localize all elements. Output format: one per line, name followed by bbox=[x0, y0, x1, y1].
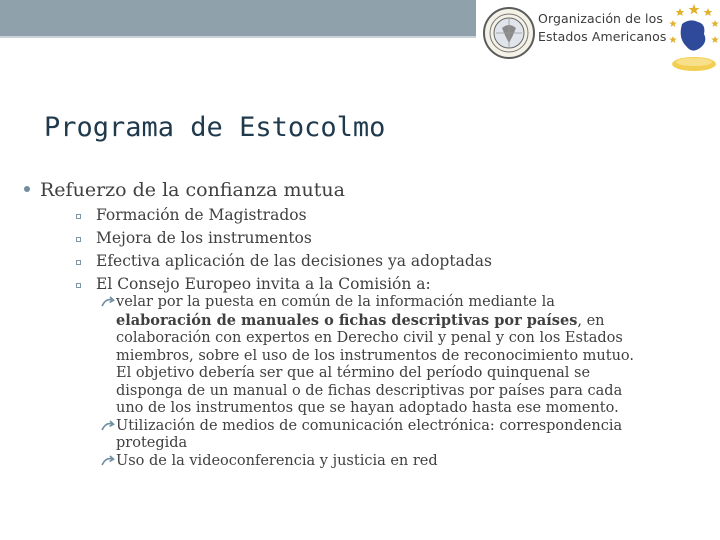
list-item-text: Mejora de los instrumentos bbox=[96, 229, 312, 247]
bullet-level1 bbox=[24, 179, 345, 201]
arrow-bullet-icon bbox=[100, 294, 116, 311]
list-item-text: Uso de la videoconferencia y justicia en red bbox=[116, 452, 438, 469]
list-item bbox=[100, 453, 700, 471]
org-name-line1: Organización de los bbox=[538, 11, 663, 26]
header-bar bbox=[0, 0, 720, 90]
oas-logo bbox=[476, 0, 720, 90]
square-bullet-icon bbox=[76, 237, 81, 242]
list-item-line: protegida bbox=[116, 435, 188, 451]
oas-seal-icon bbox=[482, 6, 536, 60]
bullet-level2-list bbox=[76, 206, 492, 298]
header-band bbox=[0, 0, 476, 36]
square-bullet-icon bbox=[76, 260, 81, 265]
slide-title: Programa de Estocolmo bbox=[44, 112, 386, 143]
list-item-text: Utilización de medios de comunicación electrónica: correspondencia bbox=[116, 417, 623, 434]
bullet-level1-text: Refuerzo de la confianza mutua bbox=[40, 179, 345, 201]
emphasis-text: elaboración de manuales o fichas descriptivas por países bbox=[116, 311, 578, 329]
list-item-line bbox=[116, 312, 700, 331]
round-bullet-icon bbox=[24, 186, 30, 192]
list-item-line: disponga de un manual o de fichas descriptivas por países para cada bbox=[116, 382, 623, 399]
list-item-text: El Consejo Europeo invita a la Comisión a: bbox=[96, 275, 431, 293]
list-item bbox=[76, 252, 492, 275]
header-band-accent bbox=[0, 36, 476, 38]
list-item bbox=[76, 229, 492, 252]
list-item bbox=[76, 206, 492, 229]
square-bullet-icon bbox=[76, 283, 81, 288]
list-item-text: velar por la puesta en común de la información mediante la bbox=[116, 294, 555, 310]
list-item bbox=[100, 418, 700, 453]
list-item-line: uno de los instrumentos que se hayan adoptado hasta ese momento. bbox=[116, 400, 619, 416]
arrow-bullet-icon bbox=[100, 453, 116, 470]
list-item-line: El objetivo debería ser que al término del período quinquenal se bbox=[116, 365, 591, 381]
eu-stars-emblem-icon bbox=[668, 2, 720, 74]
list-item-line: colaboración con expertos en Derecho civil y penal y con los Estados bbox=[116, 330, 623, 346]
org-name-line2: Estados Americanos bbox=[538, 29, 667, 44]
list-item-line: miembros, sobre el uso de los instrumentos de reconocimiento mutuo. bbox=[116, 347, 634, 364]
square-bullet-icon bbox=[76, 214, 81, 219]
list-item-text: Efectiva aplicación de las decisiones ya adoptadas bbox=[96, 252, 492, 270]
list-item bbox=[100, 294, 700, 418]
list-item-text: , en bbox=[577, 312, 605, 329]
bullet-level3-list bbox=[100, 294, 700, 470]
list-item-text: Formación de Magistrados bbox=[96, 206, 307, 224]
arrow-bullet-icon bbox=[100, 418, 116, 435]
org-name bbox=[538, 10, 667, 46]
